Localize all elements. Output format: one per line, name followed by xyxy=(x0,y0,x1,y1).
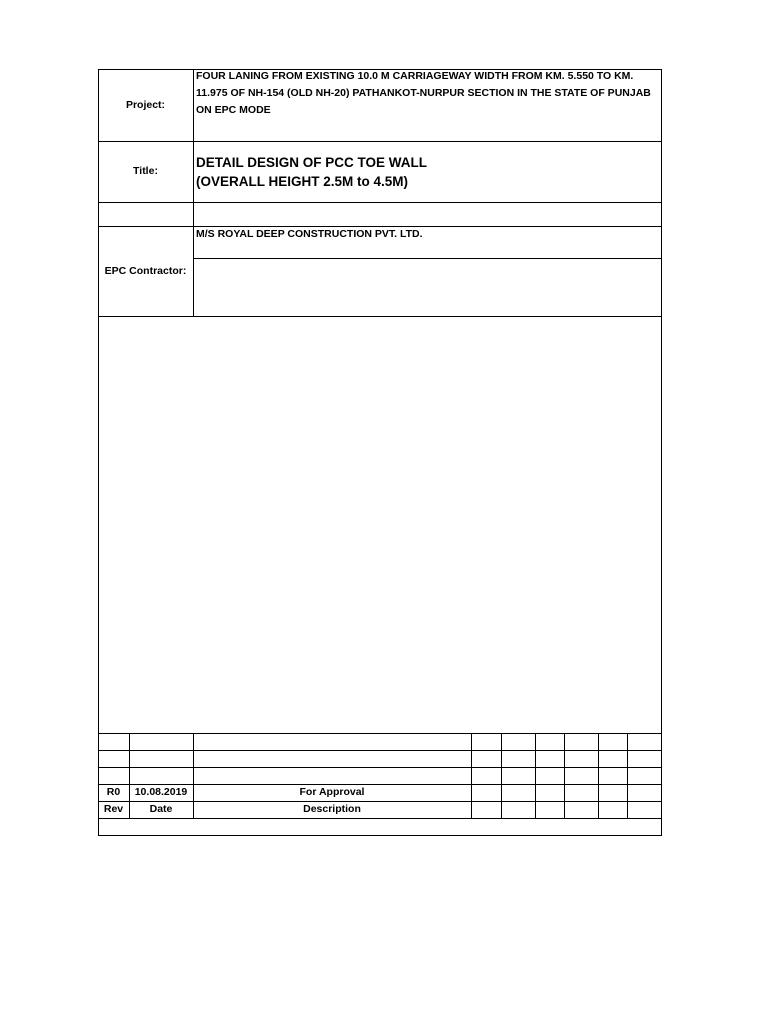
divider xyxy=(98,202,662,203)
divider xyxy=(98,733,662,734)
divider xyxy=(193,258,662,259)
title-line-1: DETAIL DESIGN OF PCC TOE WALL xyxy=(196,155,428,170)
rev-header: Rev xyxy=(103,803,124,815)
divider xyxy=(193,69,194,317)
divider xyxy=(98,767,662,768)
divider xyxy=(98,750,662,751)
divider xyxy=(471,733,472,818)
divider xyxy=(535,733,536,818)
divider xyxy=(98,141,662,142)
epc-contractor-label: EPC Contractor: xyxy=(104,265,187,277)
title-label: Title: xyxy=(133,165,158,177)
project-line-1: FOUR LANING FROM EXISTING 10.0 M CARRIAGEWAY WIDTH FROM KM. 5.550 TO KM. xyxy=(196,70,634,82)
divider xyxy=(627,733,628,818)
description-header: Description xyxy=(303,803,361,815)
date-header: Date xyxy=(149,803,173,815)
project-label: Project: xyxy=(125,99,166,111)
title-line-2: (OVERALL HEIGHT 2.5M to 4.5M) xyxy=(196,174,409,189)
title-block-sheet xyxy=(98,69,662,836)
rev-cell: R0 xyxy=(106,786,121,798)
divider xyxy=(501,733,502,818)
epc-contractor-value: M/S ROYAL DEEP CONSTRUCTION PVT. LTD. xyxy=(196,228,423,240)
date-cell: 10.08.2019 xyxy=(134,786,188,798)
description-cell: For Approval xyxy=(299,786,365,798)
divider xyxy=(564,733,565,818)
project-line-2: 11.975 OF NH-154 (OLD NH-20) PATHANKOT-NURPUR SECTION IN THE STATE OF PUNJAB xyxy=(196,87,651,99)
divider xyxy=(98,818,662,819)
project-line-3: ON EPC MODE xyxy=(196,104,271,116)
divider xyxy=(598,733,599,818)
divider xyxy=(98,316,662,317)
